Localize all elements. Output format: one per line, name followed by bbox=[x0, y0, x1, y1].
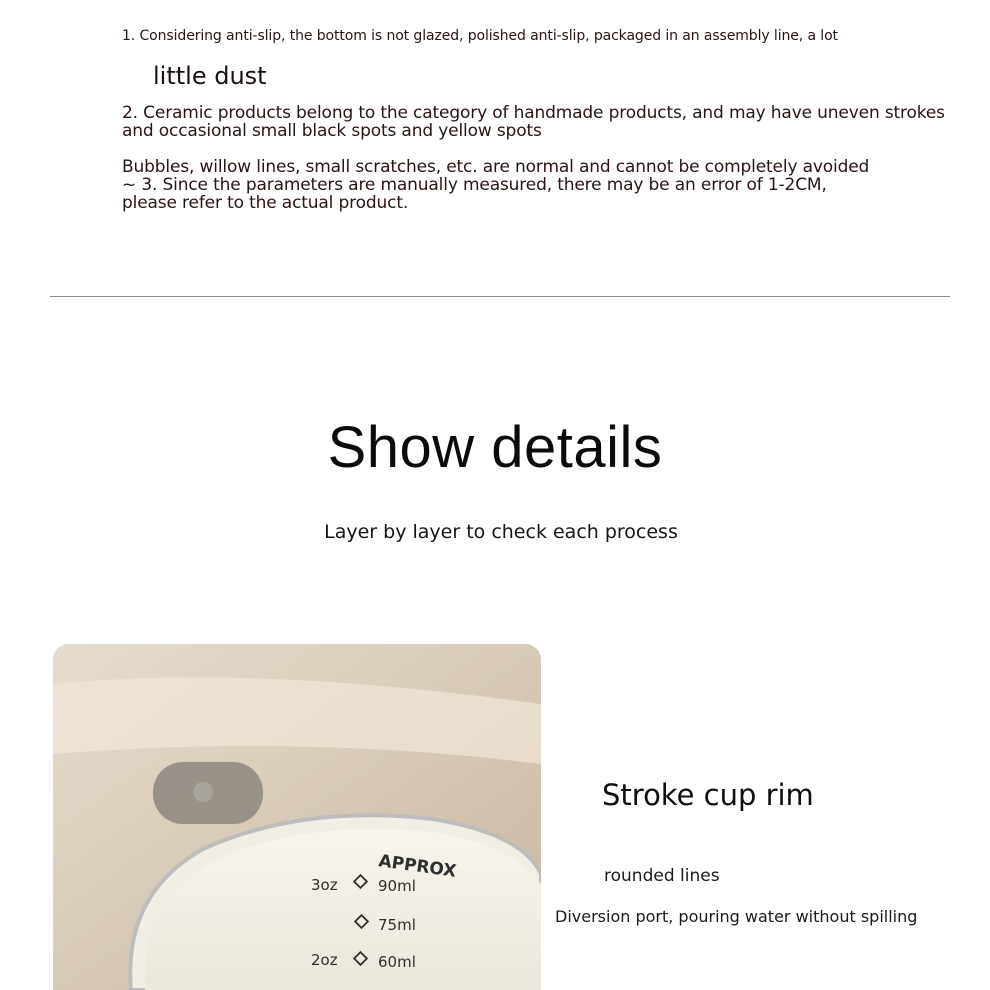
cup-mark-3oz: 3oz bbox=[311, 876, 338, 894]
section-title: Show details bbox=[327, 415, 663, 480]
cup-mark-2oz: 2oz bbox=[311, 951, 338, 969]
section-subtitle: Layer by layer to check each process bbox=[324, 521, 678, 543]
note-anti-slip: 1. Considering anti-slip, the bottom is not glazed, polished anti-slip, packaged in an assembly line, a lot bbox=[122, 28, 838, 44]
feature-line-diversion: Diversion port, pouring water without spilling bbox=[555, 907, 918, 926]
cup-mark-90ml: 90ml bbox=[378, 877, 416, 895]
note-handmade: 2. Ceramic products belong to the category of handmade products, and may have uneven strokes and occasional small black spots and yellow spots bbox=[122, 103, 945, 141]
cup-mark-60ml: 60ml bbox=[378, 953, 416, 971]
feature-line-rounded: rounded lines bbox=[604, 866, 720, 886]
cup-mark-75ml: 75ml bbox=[378, 916, 416, 934]
cup-approx-label: APPROX bbox=[377, 851, 458, 882]
note-measurement: Bubbles, willow lines, small scratches, etc. are normal and cannot be completely avoided ~ 3. Since the parameters are manually measured, there may be an error of 1-2CM, please refer to the actual product. bbox=[122, 157, 870, 213]
cup-rim-photo bbox=[53, 644, 541, 990]
feature-title: Stroke cup rim bbox=[602, 778, 814, 812]
section-divider bbox=[50, 296, 950, 297]
note-anti-slip-continued: little dust bbox=[153, 62, 267, 90]
